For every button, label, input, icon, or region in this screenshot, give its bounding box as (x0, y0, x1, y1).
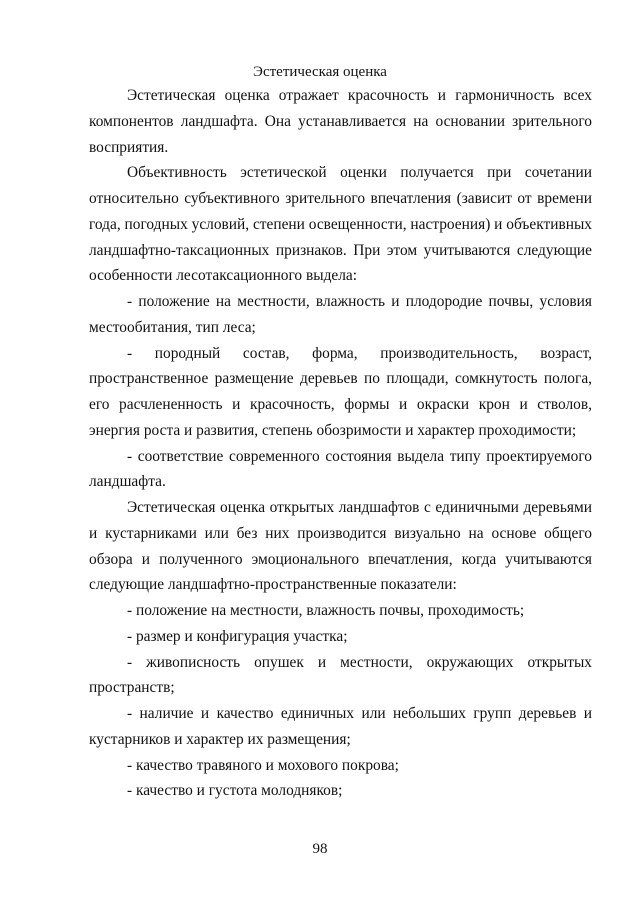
list-item: - качество и густота молодняков; (127, 782, 343, 800)
list-item: - соответствие современного состояния выдела типу проектируемого ландшафта. (89, 447, 592, 491)
paragraph: Эстетическая оценка открытых ландшафтов с единичными деревьями и кустарниками или без них производится визуально на основе общего обзора и полученного эмоционального впечатления, когда учитываются следующие ландшафтно-пространственные показатели: (89, 499, 592, 594)
list-item: - наличие и качество единичных или небольших групп деревьев и кустарников и характер их размещения; (89, 705, 592, 748)
list-item: - породный состав, форма, производительность, возраст, пространственное размещение деревьев по площади, сомкнутость полога, его расчлененность и красочность, формы и окраски крон и стволов, энергия роста и развития, степень обозримости и характер проходимости; (89, 344, 592, 439)
list-item: - живописность опушек и местности, окружающих открытых пространств; (89, 653, 592, 697)
list-item: - размер и конфигурация участка; (127, 627, 348, 645)
list-item: - качество травяного и мохового покрова; (127, 756, 399, 774)
section-title: Эстетическая оценка (253, 64, 387, 80)
list-item: - положение на местности, влажность и плодородие почвы, условия местообитания, тип леса; (89, 293, 592, 336)
paragraph: Объективность эстетической оценки получается при сочетании относительно субъективного зрительного впечатления (зависит от времени года, погодных условий, степени освещенности, настроения) и объективных ландшафтно-таксационных признаков. При этом учитываются следующие особенности лесотаксационного выдела: (89, 164, 592, 285)
page-number: 98 (312, 841, 328, 857)
list-item: - положение на местности, влажность почвы, проходимость; (127, 602, 525, 619)
body-text (89, 83, 592, 804)
paragraph: Эстетическая оценка отражает красочность и гармоничность всех компонентов ландшафта. Она устанавливается на основании зрительного восприятия. (89, 87, 592, 156)
